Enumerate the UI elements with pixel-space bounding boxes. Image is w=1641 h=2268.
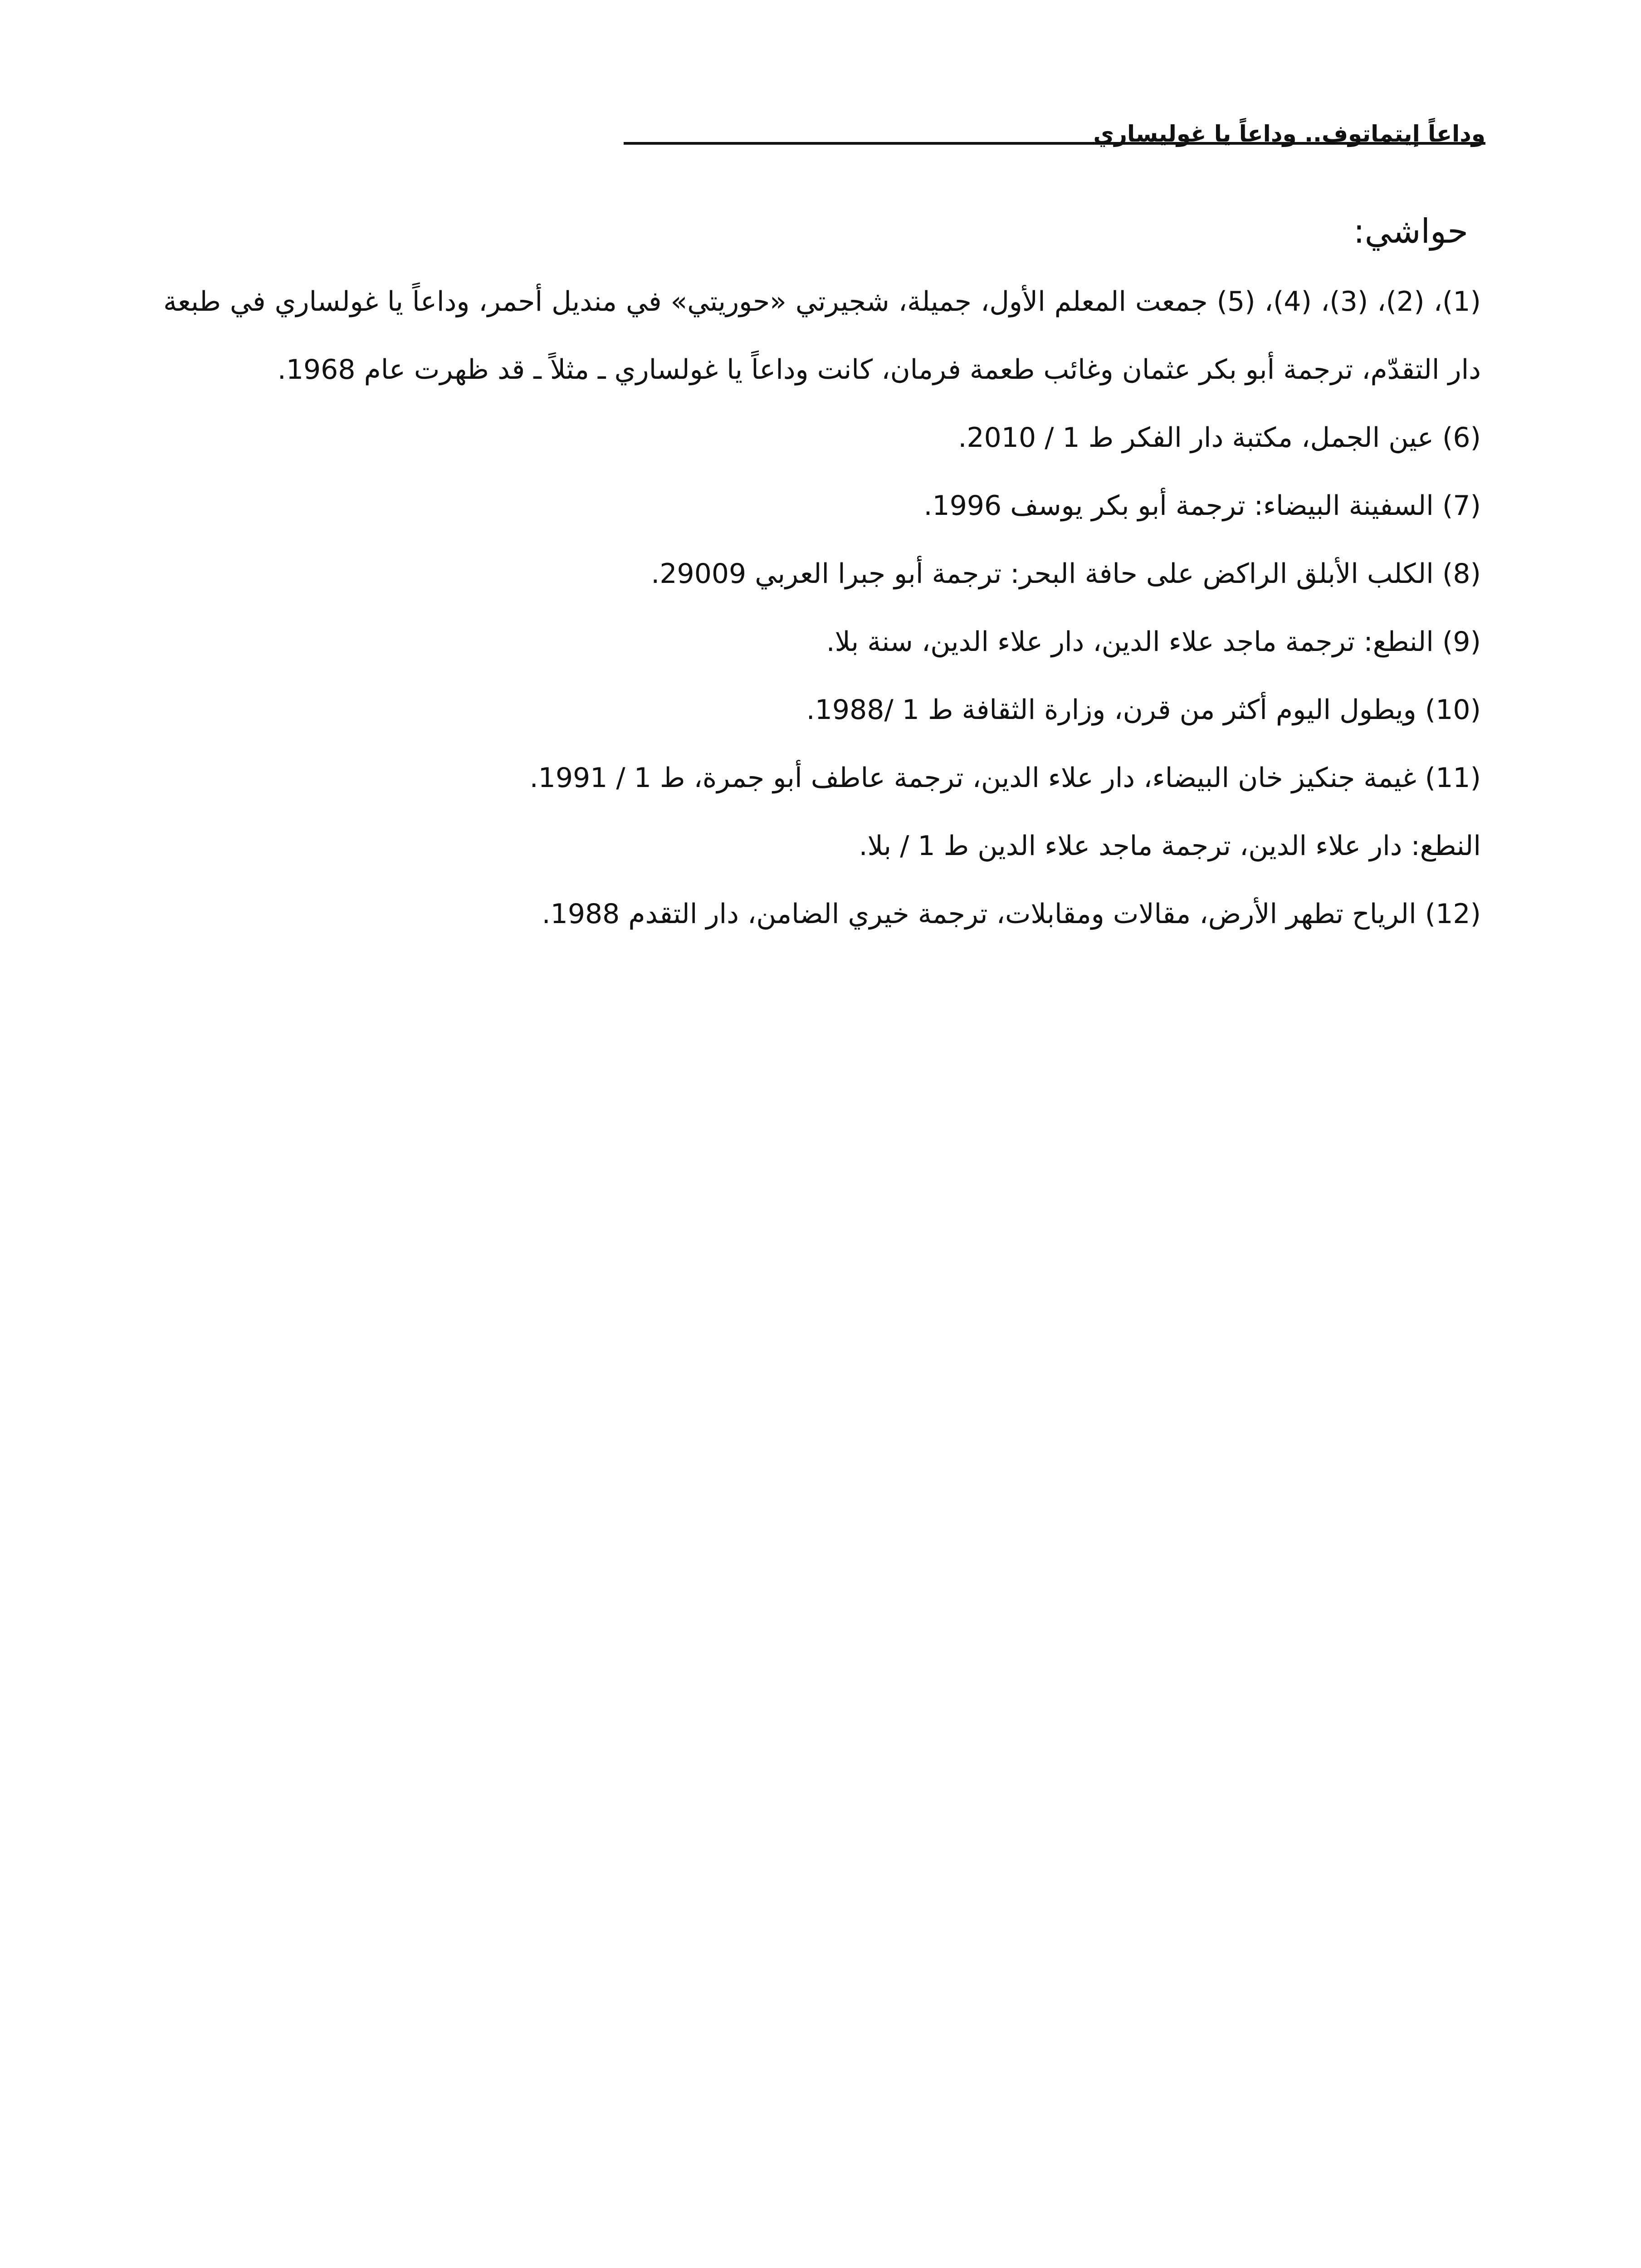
header-rule — [624, 142, 1485, 145]
note-8: (8) الكلب الأبلق الراكض على حافة البحر: ترجمة أبو جبرا العربي 29009. — [651, 558, 1481, 590]
note-11-addendum: النطع: دار علاء الدين، ترجمة ماجد علاء الدين ط 1 / بلا. — [859, 830, 1481, 862]
note-10: (10) ويطول اليوم أكثر من قرن، وزارة الثقافة ط 1 /1988. — [806, 694, 1481, 726]
note-9: (9) النطع: ترجمة ماجد علاء الدين، دار علاء الدين، سنة بلا. — [826, 626, 1481, 658]
note-1-5: (1)، (2)، (3)، (4)، (5) جمعت المعلم الأول، جميلة، شجيرتي «حوريتي» في منديل أحمر، وداعاً يا غولساري في طبعة دار التقدّم، ترجمة أبو بكر عثمان وغائب طعمة فرمان، كانت وداعاً يا غولساري ـ مثلاً ـ قد ظهرت عام 1968. — [163, 286, 1481, 386]
running-title: وداعاً إيتماتوف.. وداعاً يا غوليساري — [1093, 121, 1485, 147]
notes-section — [163, 200, 1481, 948]
note-6: (6) عين الجمل، مكتبة دار الفكر ط 1 / 2010. — [958, 422, 1481, 454]
running-header — [170, 116, 1485, 161]
note-11: (11) غيمة جنكيز خان البيضاء، دار علاء الدين، ترجمة عاطف أبو جمرة، ط 1 / 1991. — [529, 762, 1481, 794]
note-7: (7) السفينة البيضاء: ترجمة أبو بكر يوسف 1996. — [923, 490, 1481, 522]
notes-heading: حواشي: — [1353, 212, 1468, 251]
note-12: (12) الرياح تطهر الأرض، مقالات ومقابلات، ترجمة خيري الضامن، دار التقدم 1988. — [542, 898, 1481, 930]
